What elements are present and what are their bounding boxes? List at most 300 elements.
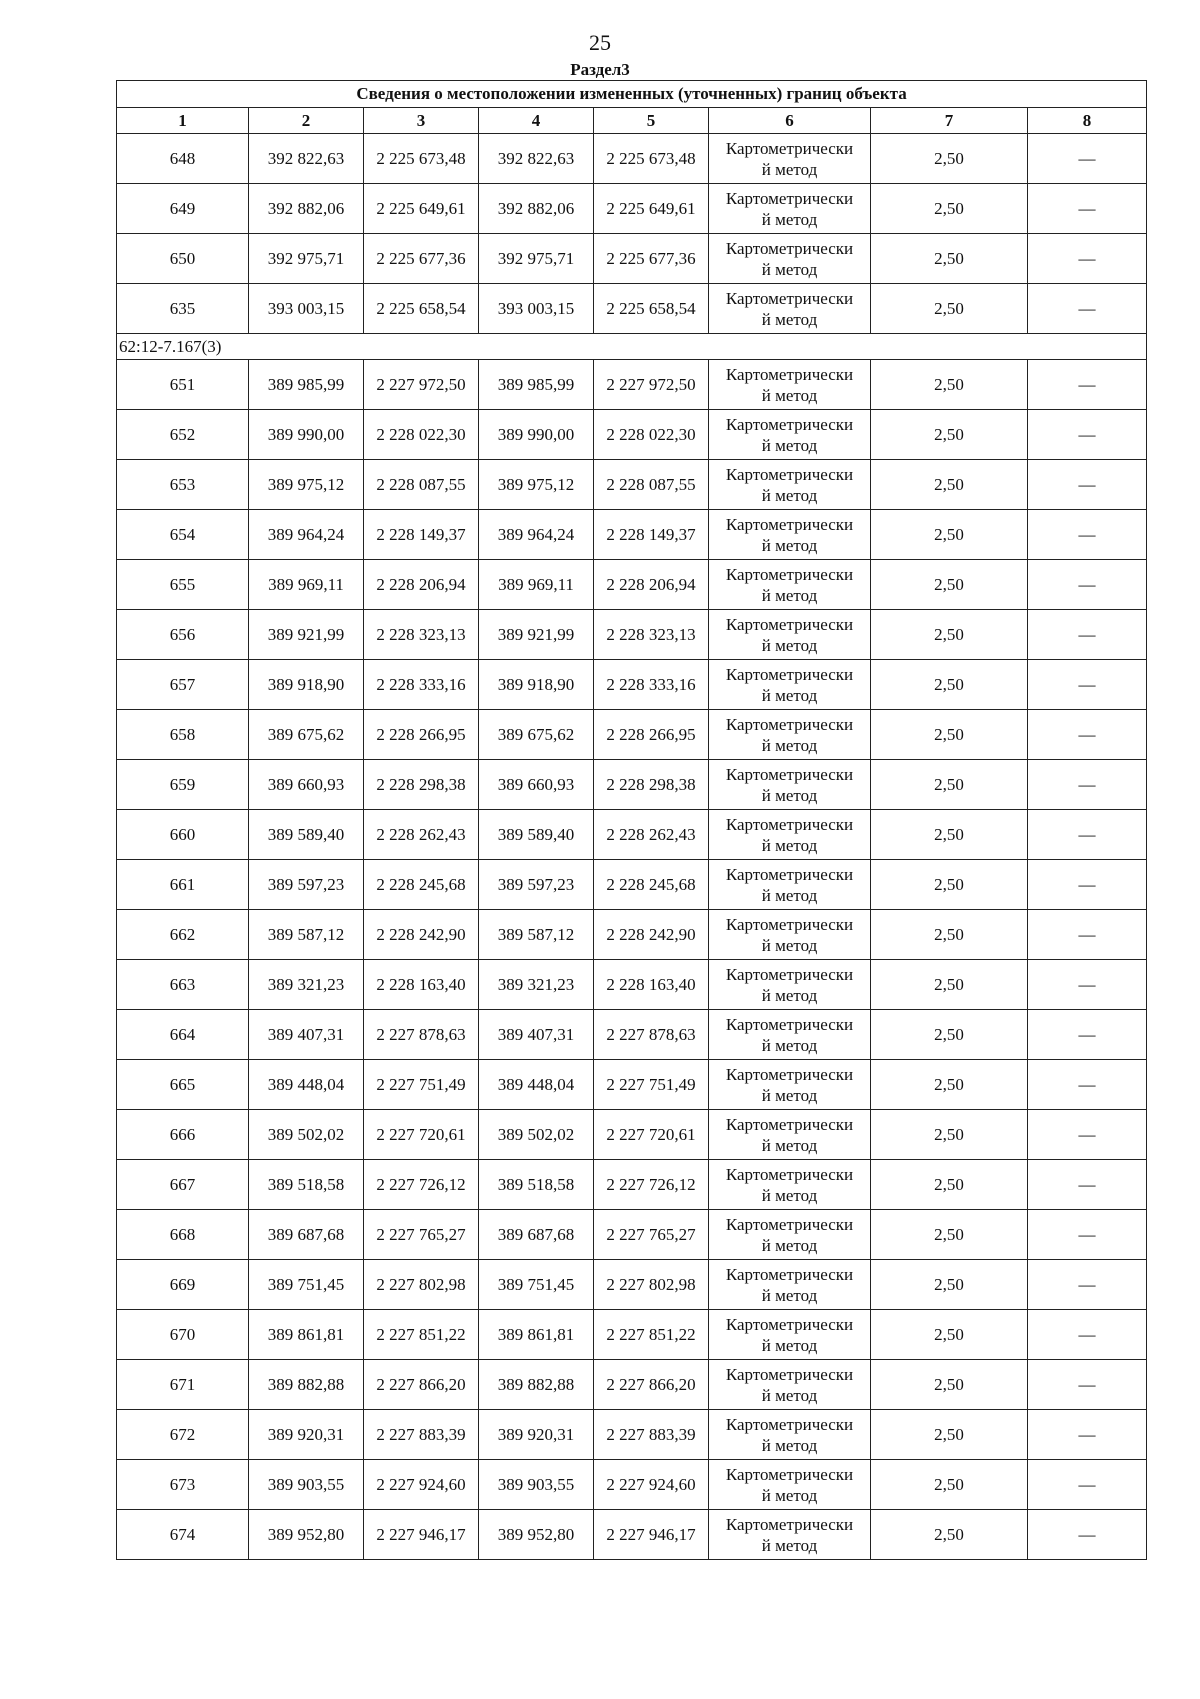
y-coordinate-cell: 2 227 972,50 — [364, 360, 479, 410]
y-coordinate-cell: 2 228 266,95 — [594, 710, 709, 760]
x-coordinate-cell: 392 975,71 — [249, 234, 364, 284]
column-number-header: 5 — [594, 108, 709, 134]
method-cell — [709, 360, 871, 410]
accuracy-cell: 2,50 — [871, 860, 1028, 910]
accuracy-cell: 2,50 — [871, 1510, 1028, 1560]
accuracy-cell: 2,50 — [871, 460, 1028, 510]
method-cell — [709, 860, 871, 910]
y-coordinate-cell: 2 228 087,55 — [364, 460, 479, 510]
x-coordinate-cell: 392 882,06 — [249, 184, 364, 234]
table-row — [117, 1360, 1147, 1410]
x-coordinate-cell: 389 448,04 — [479, 1060, 594, 1110]
y-coordinate-cell: 2 227 720,61 — [594, 1110, 709, 1160]
x-coordinate-cell: 392 882,06 — [479, 184, 594, 234]
point-number-cell: 661 — [117, 860, 249, 910]
method-text-line: й метод — [761, 1485, 818, 1505]
method-text-line: й метод — [761, 1385, 818, 1405]
table-row — [117, 860, 1147, 910]
method-text-line: Картометрически — [725, 1264, 854, 1284]
y-coordinate-cell: 2 227 883,39 — [364, 1410, 479, 1460]
notes-cell: — — [1028, 710, 1147, 760]
table-row — [117, 660, 1147, 710]
method-text-line: й метод — [761, 635, 818, 655]
y-coordinate-cell: 2 225 658,54 — [364, 284, 479, 334]
y-coordinate-cell: 2 227 751,49 — [594, 1060, 709, 1110]
notes-cell: — — [1028, 410, 1147, 460]
y-coordinate-cell: 2 227 726,12 — [594, 1160, 709, 1210]
y-coordinate-cell: 2 227 765,27 — [594, 1210, 709, 1260]
method-cell — [709, 1210, 871, 1260]
accuracy-cell: 2,50 — [871, 410, 1028, 460]
y-coordinate-cell: 2 228 245,68 — [594, 860, 709, 910]
y-coordinate-cell: 2 225 673,48 — [594, 134, 709, 184]
method-text-line: й метод — [761, 1035, 818, 1055]
accuracy-cell: 2,50 — [871, 1210, 1028, 1260]
y-coordinate-cell: 2 227 924,60 — [364, 1460, 479, 1510]
y-coordinate-cell: 2 227 866,20 — [594, 1360, 709, 1410]
column-number-header: 8 — [1028, 108, 1147, 134]
method-text-line: й метод — [761, 309, 818, 329]
x-coordinate-cell: 389 952,80 — [249, 1510, 364, 1560]
point-number-cell: 664 — [117, 1010, 249, 1060]
group-label: 62:12-7.167(3) — [117, 334, 1147, 360]
notes-cell: — — [1028, 910, 1147, 960]
notes-cell: — — [1028, 360, 1147, 410]
x-coordinate-cell: 389 990,00 — [249, 410, 364, 460]
column-number-header: 6 — [709, 108, 871, 134]
method-text-line: й метод — [761, 935, 818, 955]
method-text-line: Картометрически — [725, 288, 854, 308]
method-text-line: й метод — [761, 159, 818, 179]
notes-cell: — — [1028, 810, 1147, 860]
point-number-cell: 635 — [117, 284, 249, 334]
y-coordinate-cell: 2 228 022,30 — [594, 410, 709, 460]
column-number-header: 1 — [117, 108, 249, 134]
method-cell — [709, 1060, 871, 1110]
x-coordinate-cell: 389 518,58 — [479, 1160, 594, 1210]
x-coordinate-cell: 389 587,12 — [479, 910, 594, 960]
table-row — [117, 760, 1147, 810]
y-coordinate-cell: 2 228 206,94 — [594, 560, 709, 610]
y-coordinate-cell: 2 227 802,98 — [594, 1260, 709, 1310]
y-coordinate-cell: 2 228 163,40 — [594, 960, 709, 1010]
y-coordinate-cell: 2 228 245,68 — [364, 860, 479, 910]
y-coordinate-cell: 2 228 149,37 — [594, 510, 709, 560]
method-text-line: Картометрически — [725, 864, 854, 884]
point-number-cell: 672 — [117, 1410, 249, 1460]
accuracy-cell: 2,50 — [871, 1010, 1028, 1060]
method-text-line: Картометрически — [725, 1464, 854, 1484]
method-text-line: Картометрически — [725, 564, 854, 584]
y-coordinate-cell: 2 228 242,90 — [594, 910, 709, 960]
method-text-line: Картометрически — [725, 1314, 854, 1334]
method-cell — [709, 660, 871, 710]
table-row — [117, 910, 1147, 960]
y-coordinate-cell: 2 225 649,61 — [594, 184, 709, 234]
accuracy-cell: 2,50 — [871, 234, 1028, 284]
method-text-line: Картометрически — [725, 814, 854, 834]
y-coordinate-cell: 2 227 851,22 — [594, 1310, 709, 1360]
method-cell — [709, 1010, 871, 1060]
x-coordinate-cell: 392 822,63 — [249, 134, 364, 184]
method-text-line: Картометрически — [725, 364, 854, 384]
x-coordinate-cell: 389 964,24 — [249, 510, 364, 560]
x-coordinate-cell: 389 952,80 — [479, 1510, 594, 1560]
table-row — [117, 360, 1147, 410]
method-text-line: й метод — [761, 685, 818, 705]
accuracy-cell: 2,50 — [871, 1060, 1028, 1110]
method-text-line: й метод — [761, 1535, 818, 1555]
y-coordinate-cell: 2 227 726,12 — [364, 1160, 479, 1210]
method-text-line: й метод — [761, 435, 818, 455]
point-number-cell: 654 — [117, 510, 249, 560]
x-coordinate-cell: 389 751,45 — [479, 1260, 594, 1310]
x-coordinate-cell: 389 675,62 — [479, 710, 594, 760]
accuracy-cell: 2,50 — [871, 610, 1028, 660]
method-text-line: Картометрически — [725, 664, 854, 684]
accuracy-cell: 2,50 — [871, 1410, 1028, 1460]
method-cell — [709, 234, 871, 284]
notes-cell: — — [1028, 960, 1147, 1010]
x-coordinate-cell: 389 918,90 — [249, 660, 364, 710]
point-number-cell: 651 — [117, 360, 249, 410]
y-coordinate-cell: 2 228 323,13 — [594, 610, 709, 660]
x-coordinate-cell: 389 597,23 — [479, 860, 594, 910]
x-coordinate-cell: 389 407,31 — [479, 1010, 594, 1060]
x-coordinate-cell: 389 920,31 — [479, 1410, 594, 1460]
method-text-line: й метод — [761, 485, 818, 505]
method-text-line: й метод — [761, 735, 818, 755]
point-number-cell: 663 — [117, 960, 249, 1010]
notes-cell: — — [1028, 1210, 1147, 1260]
notes-cell: — — [1028, 1360, 1147, 1410]
method-text-line: Картометрически — [725, 764, 854, 784]
x-coordinate-cell: 389 920,31 — [249, 1410, 364, 1460]
method-text-line: й метод — [761, 385, 818, 405]
notes-cell: — — [1028, 760, 1147, 810]
notes-cell: — — [1028, 860, 1147, 910]
column-number-header: 7 — [871, 108, 1028, 134]
method-cell — [709, 1310, 871, 1360]
point-number-cell: 670 — [117, 1310, 249, 1360]
notes-cell: — — [1028, 134, 1147, 184]
accuracy-cell: 2,50 — [871, 760, 1028, 810]
point-number-cell: 648 — [117, 134, 249, 184]
accuracy-cell: 2,50 — [871, 1260, 1028, 1310]
x-coordinate-cell: 389 587,12 — [249, 910, 364, 960]
y-coordinate-cell: 2 227 720,61 — [364, 1110, 479, 1160]
y-coordinate-cell: 2 227 765,27 — [364, 1210, 479, 1260]
method-text-line: Картометрически — [725, 964, 854, 984]
accuracy-cell: 2,50 — [871, 1310, 1028, 1360]
accuracy-cell: 2,50 — [871, 184, 1028, 234]
method-cell — [709, 134, 871, 184]
method-cell — [709, 1460, 871, 1510]
x-coordinate-cell: 389 903,55 — [249, 1460, 364, 1510]
method-cell — [709, 510, 871, 560]
x-coordinate-cell: 389 589,40 — [249, 810, 364, 860]
x-coordinate-cell: 389 969,11 — [249, 560, 364, 610]
accuracy-cell: 2,50 — [871, 1360, 1028, 1410]
x-coordinate-cell: 389 882,88 — [249, 1360, 364, 1410]
point-number-cell: 652 — [117, 410, 249, 460]
method-text-line: й метод — [761, 1085, 818, 1105]
notes-cell: — — [1028, 1060, 1147, 1110]
y-coordinate-cell: 2 228 242,90 — [364, 910, 479, 960]
method-text-line: й метод — [761, 1335, 818, 1355]
point-number-cell: 662 — [117, 910, 249, 960]
method-text-line: Картометрически — [725, 1164, 854, 1184]
table-row — [117, 1010, 1147, 1060]
method-cell — [709, 960, 871, 1010]
accuracy-cell: 2,50 — [871, 810, 1028, 860]
y-coordinate-cell: 2 228 333,16 — [594, 660, 709, 710]
y-coordinate-cell: 2 228 149,37 — [364, 510, 479, 560]
x-coordinate-cell: 389 321,23 — [249, 960, 364, 1010]
method-text-line: Картометрически — [725, 914, 854, 934]
point-number-cell: 650 — [117, 234, 249, 284]
table-row — [117, 960, 1147, 1010]
group-row — [117, 334, 1147, 360]
y-coordinate-cell: 2 228 298,38 — [594, 760, 709, 810]
table-row — [117, 184, 1147, 234]
table-row — [117, 510, 1147, 560]
x-coordinate-cell: 389 985,99 — [249, 360, 364, 410]
x-coordinate-cell: 389 882,88 — [479, 1360, 594, 1410]
x-coordinate-cell: 389 502,02 — [479, 1110, 594, 1160]
y-coordinate-cell: 2 225 649,61 — [364, 184, 479, 234]
method-text-line: Картометрически — [725, 138, 854, 158]
method-text-line: Картометрически — [725, 238, 854, 258]
x-coordinate-cell: 392 822,63 — [479, 134, 594, 184]
y-coordinate-cell: 2 227 851,22 — [364, 1310, 479, 1360]
method-cell — [709, 284, 871, 334]
rows-block-a — [117, 134, 1147, 334]
method-text-line: й метод — [761, 585, 818, 605]
accuracy-cell: 2,50 — [871, 1460, 1028, 1510]
method-cell — [709, 760, 871, 810]
accuracy-cell: 2,50 — [871, 360, 1028, 410]
y-coordinate-cell: 2 227 878,63 — [594, 1010, 709, 1060]
method-text-line: Картометрически — [725, 714, 854, 734]
x-coordinate-cell: 389 990,00 — [479, 410, 594, 460]
table-row — [117, 234, 1147, 284]
method-text-line: й метод — [761, 835, 818, 855]
y-coordinate-cell: 2 227 883,39 — [594, 1410, 709, 1460]
method-text-line: й метод — [761, 1135, 818, 1155]
x-coordinate-cell: 389 687,68 — [479, 1210, 594, 1260]
point-number-cell: 655 — [117, 560, 249, 610]
coordinates-table — [116, 80, 1147, 1560]
y-coordinate-cell: 2 225 658,54 — [594, 284, 709, 334]
notes-cell: — — [1028, 1110, 1147, 1160]
x-coordinate-cell: 389 861,81 — [479, 1310, 594, 1360]
method-text-line: Картометрически — [725, 414, 854, 434]
method-cell — [709, 1410, 871, 1460]
table-row — [117, 1260, 1147, 1310]
method-cell — [709, 184, 871, 234]
x-coordinate-cell: 392 975,71 — [479, 234, 594, 284]
table-row — [117, 1210, 1147, 1260]
point-number-cell: 649 — [117, 184, 249, 234]
y-coordinate-cell: 2 228 163,40 — [364, 960, 479, 1010]
point-number-cell: 666 — [117, 1110, 249, 1160]
x-coordinate-cell: 389 687,68 — [249, 1210, 364, 1260]
x-coordinate-cell: 389 975,12 — [479, 460, 594, 510]
y-coordinate-cell: 2 227 878,63 — [364, 1010, 479, 1060]
point-number-cell: 653 — [117, 460, 249, 510]
method-cell — [709, 810, 871, 860]
column-numbers-row — [117, 108, 1147, 134]
accuracy-cell: 2,50 — [871, 660, 1028, 710]
method-cell — [709, 710, 871, 760]
table-row — [117, 1510, 1147, 1560]
point-number-cell: 671 — [117, 1360, 249, 1410]
table-row — [117, 610, 1147, 660]
y-coordinate-cell: 2 227 751,49 — [364, 1060, 479, 1110]
table-row — [117, 1110, 1147, 1160]
method-text-line: Картометрически — [725, 464, 854, 484]
table-row — [117, 1460, 1147, 1510]
point-number-cell: 667 — [117, 1160, 249, 1210]
notes-cell: — — [1028, 610, 1147, 660]
x-coordinate-cell: 389 589,40 — [479, 810, 594, 860]
y-coordinate-cell: 2 228 323,13 — [364, 610, 479, 660]
point-number-cell: 658 — [117, 710, 249, 760]
method-cell — [709, 610, 871, 660]
notes-cell: — — [1028, 1410, 1147, 1460]
y-coordinate-cell: 2 227 866,20 — [364, 1360, 479, 1410]
x-coordinate-cell: 389 448,04 — [249, 1060, 364, 1110]
point-number-cell: 673 — [117, 1460, 249, 1510]
accuracy-cell: 2,50 — [871, 960, 1028, 1010]
y-coordinate-cell: 2 227 946,17 — [364, 1510, 479, 1560]
x-coordinate-cell: 389 985,99 — [479, 360, 594, 410]
x-coordinate-cell: 389 321,23 — [479, 960, 594, 1010]
notes-cell: — — [1028, 234, 1147, 284]
method-text-line: й метод — [761, 1185, 818, 1205]
method-cell — [709, 560, 871, 610]
point-number-cell: 660 — [117, 810, 249, 860]
method-cell — [709, 460, 871, 510]
y-coordinate-cell: 2 228 022,30 — [364, 410, 479, 460]
column-number-header: 2 — [249, 108, 364, 134]
accuracy-cell: 2,50 — [871, 1160, 1028, 1210]
rows-block-b — [117, 360, 1147, 1560]
table-row — [117, 710, 1147, 760]
y-coordinate-cell: 2 227 924,60 — [594, 1460, 709, 1510]
point-number-cell: 656 — [117, 610, 249, 660]
y-coordinate-cell: 2 228 333,16 — [364, 660, 479, 710]
method-text-line: й метод — [761, 1235, 818, 1255]
x-coordinate-cell: 389 518,58 — [249, 1160, 364, 1210]
method-cell — [709, 1160, 871, 1210]
y-coordinate-cell: 2 227 972,50 — [594, 360, 709, 410]
method-text-line: Картометрически — [725, 614, 854, 634]
notes-cell: — — [1028, 284, 1147, 334]
table-row — [117, 284, 1147, 334]
notes-cell: — — [1028, 1160, 1147, 1210]
notes-cell: — — [1028, 660, 1147, 710]
accuracy-cell: 2,50 — [871, 510, 1028, 560]
table-row — [117, 410, 1147, 460]
x-coordinate-cell: 389 921,99 — [249, 610, 364, 660]
y-coordinate-cell: 2 225 677,36 — [594, 234, 709, 284]
table-title-row — [117, 81, 1147, 108]
table-row — [117, 810, 1147, 860]
point-number-cell: 668 — [117, 1210, 249, 1260]
y-coordinate-cell: 2 228 206,94 — [364, 560, 479, 610]
method-cell — [709, 1260, 871, 1310]
method-text-line: й метод — [761, 535, 818, 555]
notes-cell: — — [1028, 460, 1147, 510]
method-text-line: й метод — [761, 259, 818, 279]
table-row — [117, 1410, 1147, 1460]
x-coordinate-cell: 389 918,90 — [479, 660, 594, 710]
method-cell — [709, 1360, 871, 1410]
accuracy-cell: 2,50 — [871, 710, 1028, 760]
x-coordinate-cell: 389 597,23 — [249, 860, 364, 910]
table-row — [117, 1160, 1147, 1210]
method-text-line: й метод — [761, 785, 818, 805]
notes-cell: — — [1028, 560, 1147, 610]
x-coordinate-cell: 389 660,93 — [479, 760, 594, 810]
x-coordinate-cell: 389 660,93 — [249, 760, 364, 810]
x-coordinate-cell: 393 003,15 — [249, 284, 364, 334]
notes-cell: — — [1028, 510, 1147, 560]
x-coordinate-cell: 389 921,99 — [479, 610, 594, 660]
accuracy-cell: 2,50 — [871, 134, 1028, 184]
method-text-line: Картометрически — [725, 188, 854, 208]
x-coordinate-cell: 389 903,55 — [479, 1460, 594, 1510]
notes-cell: — — [1028, 1310, 1147, 1360]
method-text-line: Картометрически — [725, 1514, 854, 1534]
accuracy-cell: 2,50 — [871, 1110, 1028, 1160]
method-text-line: Картометрически — [725, 1064, 854, 1084]
x-coordinate-cell: 389 675,62 — [249, 710, 364, 760]
table-row — [117, 1060, 1147, 1110]
x-coordinate-cell: 389 407,31 — [249, 1010, 364, 1060]
method-text-line: й метод — [761, 885, 818, 905]
x-coordinate-cell: 389 964,24 — [479, 510, 594, 560]
method-cell — [709, 1510, 871, 1560]
method-cell — [709, 1110, 871, 1160]
point-number-cell: 669 — [117, 1260, 249, 1310]
page-number: 25 — [589, 30, 611, 55]
method-cell — [709, 410, 871, 460]
notes-cell: — — [1028, 1460, 1147, 1510]
x-coordinate-cell: 389 969,11 — [479, 560, 594, 610]
y-coordinate-cell: 2 228 087,55 — [594, 460, 709, 510]
notes-cell: — — [1028, 1010, 1147, 1060]
method-text-line: Картометрически — [725, 1014, 854, 1034]
method-text-line: й метод — [761, 985, 818, 1005]
method-text-line: й метод — [761, 1285, 818, 1305]
table-row — [117, 1310, 1147, 1360]
y-coordinate-cell: 2 228 262,43 — [364, 810, 479, 860]
x-coordinate-cell: 389 975,12 — [249, 460, 364, 510]
method-text-line: Картометрически — [725, 514, 854, 534]
point-number-cell: 659 — [117, 760, 249, 810]
table-row — [117, 460, 1147, 510]
notes-cell: — — [1028, 1260, 1147, 1310]
accuracy-cell: 2,50 — [871, 284, 1028, 334]
method-cell — [709, 910, 871, 960]
y-coordinate-cell: 2 225 677,36 — [364, 234, 479, 284]
x-coordinate-cell: 389 861,81 — [249, 1310, 364, 1360]
method-text-line: Картометрически — [725, 1414, 854, 1434]
method-text-line: Картометрически — [725, 1214, 854, 1234]
